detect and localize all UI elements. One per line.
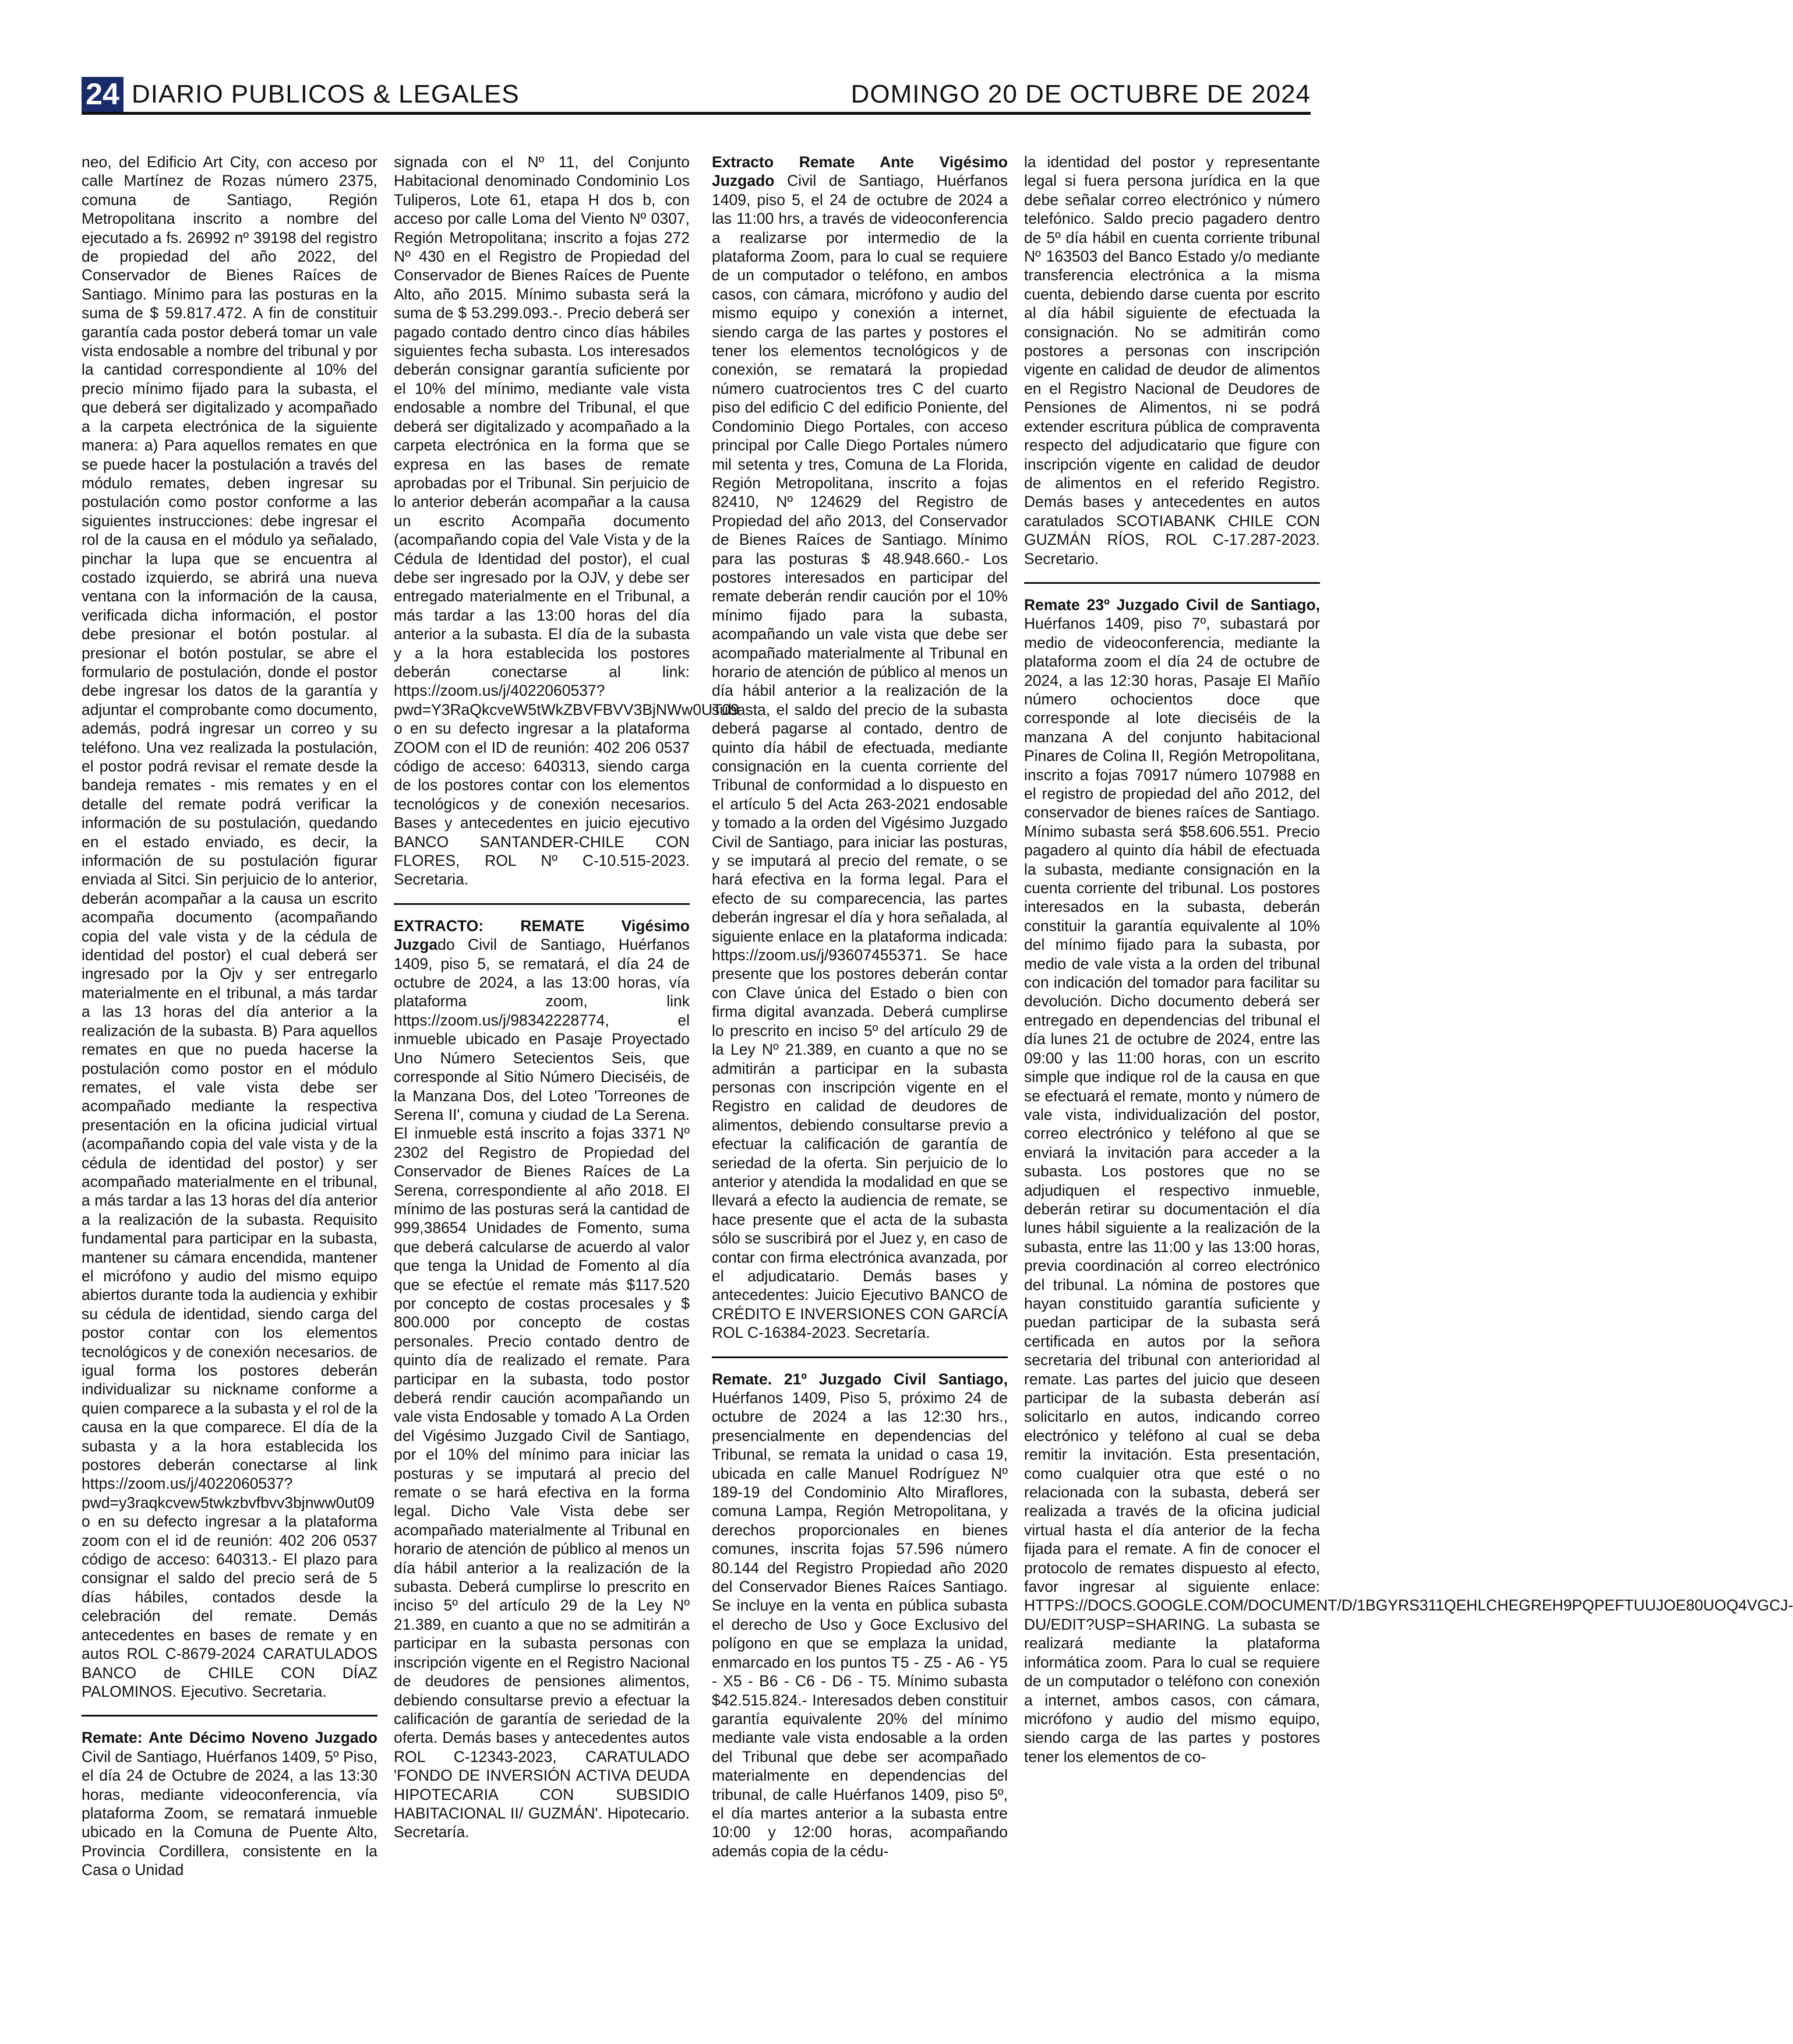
publication-title: DIARIO PUBLICOS & LEGALES [132,80,520,108]
notice-lead: Remate: Ante Décimo Noveno Juzgado [82,1729,377,1747]
notice [1024,153,1320,568]
notice [712,1356,1008,1861]
notice-body: neo, del Edificio Art City, con acceso por calle Martínez de Rozas número 2375, comuna de Santiago, Región Metropolitana inscrito a nombre del ejecutado a fs. 26992 nº 39198 del registro de propiedad del año 2022, del Conservador de Bienes Raíces de Santiago. Mínimo para las posturas en la suma de $ 59.817.472. A fin de constituir garantía cada postor deberá tomar un vale vista endosable a nombre del tribunal y por la cantidad correspondiente al 10% del precio mínimo fijado para la subasta, el que deberá ser digitalizado y acompañado a la carpeta electrónica de la siguiente manera: a) Para aquellos remates en que se puede hacer la postulación a través del módulo remates, deben ingresar su postulación como postor conforme a las siguientes instrucciones: debe ingresar el rol de la causa en el módulo ya señalado, pinchar la lupa que se encuentra al costado izquierdo, se abrirá una nueva ventana con la información de la causa, verificada dicha información, el postor debe presionar el botón postular. al presionar el botón postular, se abre el formulario de postulación, donde el postor debe ingresar los datos de la garantía y adjuntar el comprobante como documento, además, podrá ingresar un correo y su teléfono. Una vez realizada la postulación, el postor podrá revisar el remate desde la bandeja remates - mis remates y en el detalle del remate podrá verificar la información de su postulación, quedando en el estado enviado, es decir, la información de su postulación figurar enviada al Sitci. Sin perjuicio de lo anterior, deberán acompañar a la causa un escrito acompaña documento (acompañando copia del vale vista y de la cédula de identidad del postor) el cual deberá ser ingresado por la Ojv y ser entregarlo materialmente en el tribunal, a más tardar a las 13 horas del día anterior a la realización de la subasta. B) Para aquellos remates en que no pueda hacerse la postulación como postor en el módulo remates, el vale vista debe ser acompañado mediante la respectiva presentación en la oficina judicial virtual (acompañando copia del vale vista y de la cédula de identidad del postor) y ser acompañado materialmente en el tribunal, a más tardar a las 13 horas del día anterior a la realización de la subasta. Requisito fundamental para participar en la subasta, mantener su cámara encendida, mantener el micrófono y audio del mismo equipo abiertos durante toda la audiencia y exhibir su cédula de identidad, siendo carga del postor contar con los elementos tecnológicos y de conexión necesarios. de igual forma los postores deberán individualizar su nickname conforme a quien comparece a la subasta y el rol de la causa en la que comparece. El día de la subasta y a la hora establecida los postores deberán conectarse al link https://zoom.us/j/4022060537?pwd=y3raqkcvew5twkzbvfbvv3bjnww0ut09 o en su defecto ingresar a la plataforma zoom con el id de reunión: 402 206 0537 código de acceso: 640313.- El plazo para consignar el saldo del precio será de 5 días hábiles, contados desde la celebración del remate. Demás antecedentes en bases de remate y en autos ROL C-8679-2024 CARATULADOS BANCO de CHILE CON DÍAZ PALOMINOS. Ejecutivo. Secretaria. [82,153,377,1700]
notice-body: Huérfanos 1409, piso 7º, subastará por medio de videoconferencia, mediante la plataforma zoom el día 24 de octubre de 2024, a las 12:30 horas, Pasaje El Mañío número ochocientos doce que corresponde al lote dieciséis de la manzana A del conjunto habitacional Pinares de Colina II, Región Metropolitana, inscrito a fojas 70917 número 107988 en el registro de propiedad del año 2012, del conservador de bienes raíces de Santiago. Mínimo subasta será $58.606.551. Precio pagadero al quinto día hábil de efectuada la subasta, mediante consignación en la cuenta corriente del tribunal. Los postores interesados en la subasta, deberán constituir la garantía equivalente al 10% del mínimo fijado para la subasta, por medio de vale vista a la orden del tribunal con indicación del tomador para facilitar su devolución. Dicho documento deberá ser entregado en dependencias del tribunal el día lunes 21 de octubre de 2024, entre las 09:00 y las 11:00 horas, con un escrito simple que indique rol de la causa en que se efectuará el remate, monto y número de vale vista, individualización del postor, correo electrónico y teléfono al que se enviará la invitación para acceder a la subasta. Los postores que no se adjudiquen el respectivo inmueble, deberán retirar su documentación el día lunes hábil siguiente a la realización de la subasta, entre las 11:00 y las 13:00 horas, previa coordinación al correo electrónico del tribunal. La nómina de postores que hayan constituido garantía suficiente y puedan participar de la subasta será certificada en autos por la señora secretaria del tribunal con anterioridad al remate. Las partes del juicio que deseen participar de la subasta deberán así solicitarlo en autos, indicando correo electrónico y teléfono al cual se deba remitir la invitación. Esta presentación, como cualquier otra que esté o no relacionada con la subasta, deberá ser realizada a través de la oficina judicial virtual hasta el día anterior de la fecha fijada para el remate. A fin de conocer el protocolo de remates dispuesto al efecto, favor ingresar al siguiente enlace: HTTPS://DOCS.GOOGLE.COM/DOCUMENT/D/1BGYRS311QEHLCHEGREH9PQPEFTUUJOE80UOQ4VGCJ-DU/EDIT?USP=SHARING. La subasta se realizará mediante la plataforma informática zoom. Para lo cual se requiere de un computador o teléfono con conexión a internet, ambos casos, con cámara, micrófono y audio del mismo equipo, siendo carga de las partes y postores tener los elementos de co- [1024,615,1793,1765]
notice-lead: Extracto Remate Ante Vigésimo Juzgado [712,153,1008,190]
column-1 [82,153,377,1880]
issue-date: DOMINGO 20 DE OCTUBRE DE 2024 [850,80,1311,108]
notice-body: Civil de Santiago, Huérfanos 1409, piso 5, el 24 de octubre de 2024 a las 11:00 hrs, a través de videoconferencia a realizarse por intermedio de la plataforma Zoom, para lo cual se requiere de un computador o teléfono, en ambos casos, con cámara, micrófono y audio del mismo equipo y conexión a internet, siendo carga de las partes y postores el tener los elementos tecnológicos y de conexión, se rematará la propiedad número cuatrocientos tres C del cuarto piso del edificio C del edificio Poniente, del Condominio Diego Portales, con acceso principal por Calle Diego Portales número mil setenta y tres, Comuna de La Florida, Región Metropolitana, inscrito a fojas 82410, Nº 124629 del Registro de Propiedad del año 2013, del Conservador de Bienes Raíces de Santiago. Mínimo para las posturas $ 48.948.660.- Los postores interesados en participar del remate deberán rendir caución por el 10% mínimo fijado para la subasta, acompañando un vale vista que debe ser acompañado materialmente al Tribunal en horario de atención de público al menos un día hábil anterior a la realización de la subasta, el saldo del precio de la subasta deberá pagarse al contado, dentro de quinto día hábil de efectuada, mediante consignación en la cuenta corriente del Tribunal de conformidad a lo dispuesto en el artículo 5 del Acta 263-2021 endosable y tomado a la orden del Vigésimo Juzgado Civil de Santiago, para iniciar las posturas, y se imputará al precio del remate, o se hará efectiva en la forma legal. Para el efecto de su comparecencia, las partes deberán ingresar el día y hora señalada, al siguiente enlace en la plataforma indicada: https://zoom.us/j/93607455371. Se hace presente que los postores deberán contar con Clave única del Estado o bien con firma digital avanzada. Deberá cumplirse lo prescrito en inciso 5º del artículo 29 de la Ley Nº 21.389, en cuanto a que no se admitirán a participar en la subasta personas con inscripción vigente en el Registro en calidad de deudores de alimentos, debiendo consultarse previo a efectuar la calificación de garantía de seriedad de la oferta. Sin perjuicio de lo anterior y atendida la modalidad en que se llevará a efecto la audiencia de remate, se hace presente que el acta de la subasta sólo se suscribirá por el Juez y, en caso de contar con firma electrónica avanzada, por el adjudicatario. Demás bases y antecedentes: Juicio Ejecutivo BANCO de CRÉDITO E INVERSIONES CON GARCÍA ROL C-16384-2023. Secretaría. [712,172,1008,1342]
notice [1024,582,1793,1766]
notice [82,153,377,1701]
column-4 [1024,153,1793,1766]
notice [394,903,690,1842]
page-header [82,77,1311,115]
notice-body: la identidad del postor y representante legal si fuera persona jurídica en la que debe señalar correo electrónico y número telefónico. Saldo precio pagadero dentro de 5º día hábil en cuenta corriente tribunal Nº 163503 del Banco Estado y/o mediante transferencia electrónica a la misma cuenta, debiendo darse cuenta por escrito al día hábil siguiente de efectuada la consignación. No se admitirán como postores a personas con inscripción vigente en calidad de deudor de alimentos en el Registro Nacional de Deudores de Pensiones de Alimentos, ni se podrá extender escritura pública de compraventa respecto del adjudicatario que figure con inscripción vigente en calidad de deudor de alimentos en el referido Registro. Demás bases y antecedentes en autos caratulados SCOTIABANK CHILE CON GUZMÁN RÍOS, ROL C-17.287-2023. Secretario. [1024,153,1320,568]
notice-body: signada con el Nº 11, del Conjunto Habitacional denominado Condominio Los Tuliperos, Lote 61, etapa H dos b, con acceso por calle Loma del Viento Nº 0307, Región Metropolitana; inscrito a fojas 272 Nº 430 en el Registro de Propiedad del Conservador de Bienes Raíces de Puente Alto, año 2015. Mínimo subasta será la suma de $ 53.299.093.-. Precio deberá ser pagado contado dentro cinco días hábiles siguientes fecha subasta. Los interesados deberán consignar garantía suficiente por el 10% del mínimo, mediante vale vista endosable a nombre del Tribunal, el que deberá ser digitalizado y acompañado a la carpeta electrónica en la forma que se expresa en las bases de remate aprobadas por el Tribunal. Sin perjuicio de lo anterior deberán acompañar a la causa un escrito Acompaña documento (acompañando copia del Vale Vista y de la Cédula de Identidad del postor), el cual debe ser ingresado por la OJV, y debe ser entregado materialmente en el Tribunal, a más tardar a las 13:00 horas del día anterior a la subasta. El día de la subasta y a la hora establecida los postores deberán conectarse al link: https://zoom.us/j/4022060537?pwd=Y3RaQkcveW5tWkZBVFBVV3BjNWw0UT09 o en su defecto ingresar a la plataforma ZOOM con el ID de reunión: 402 206 0537 código de acceso: 640313, siendo carga de los postores contar con los elementos tecnológicos y de conexión necesarios. Bases y antecedentes en juicio ejecutivo BANCO SANTANDER-CHILE CON FLORES, ROL Nº C-10.515-2023. Secretaria. [394,153,739,889]
column-2 [394,153,739,1842]
notice-lead: EXTRACTO: REMATE Vigésimo Juzga [394,917,690,954]
notice [82,1715,377,1879]
notice-body: Huérfanos 1409, Piso 5, próximo 24 de octubre de 2024 a las 12:30 hrs., presencialmente en dependencias del Tribunal, se remata la unidad o casa 19, ubicada en calle Manuel Rodríguez Nº 189-19 del Condominio Alto Miraflores, comuna Lampa, Región Metropolitana, y derechos proporcionales en bienes comunes, inscrita fojas 57.596 número 80.144 del Registro Propiedad año 2020 del Conservador Bienes Raíces Santiago. Se incluye en la venta en pública subasta el derecho de Uso y Goce Exclusivo del polígono en que se emplaza la unidad, enmarcado en los puntos T5 - Z5 - A6 - Y5 - X5 - B6 - C6 - D6 - T5. Mínimo subasta $42.515.824.- Interesados deben constituir garantía equivalente 20% del mínimo mediante vale vista endosable a la orden del Tribunal que debe ser acompañado materialmente en dependencias del tribunal, de calle Huérfanos 1409, piso 5º, el día martes anterior a la subasta entre 10:00 y 12:00 horas, acompañando además copia de la cédu- [712,1389,1008,1860]
notice [394,153,739,889]
notice-body: Civil de Santiago, Huérfanos 1409, 5º Piso, el día 24 de Octubre de 2024, a las 13:30 horas, mediante videoconferencia, vía plataforma Zoom, se rematará inmueble ubicado en la Comuna de Puente Alto, Provincia Cordillera, consistente en la Casa o Unidad [82,1747,377,1879]
notice-body: do Civil de Santiago, Huérfanos 1409, piso 5, se rematará, el día 24 de octubre de 2024, a las 13:00 horas, vía plataforma zoom, link https://zoom.us/j/98342228774, el inmueble ubicado en Pasaje Proyectado Uno Número Setecientos Seis, que corresponde al Sitio Número Dieciséis, de la Manzana Dos, del Loteo 'Torreones de Serena II', comuna y ciudad de La Serena. El inmueble está inscrito a fojas 3371 Nº 2302 del Registro de Propiedad del Conservador de Bienes Raíces de La Serena, correspondiente al año 2018. El mínimo de las posturas será la cantidad de 999,38654 Unidades de Fomento, suma que deberá calcularse de acuerdo al valor que tenga la Unidad de Fomento al día que se efectúe el remate más $117.520 por concepto de costas procesales y $ 800.000 por concepto de costas personales. Precio contado dentro de quinto día de realizado el remate. Para participar en la subasta, todo postor deberá rendir caución acompañando un vale vista Endosable y tomado A La Orden del Vigésimo Juzgado Civil de Santiago, por el 10% del mínimo para iniciar las posturas y se imputará al precio del remate o se hará efectiva en la forma legal. Dicho Vale Vista debe ser acompañado materialmente al Tribunal en horario de atención de público al menos un día hábil anterior a la realización de la subasta. Deberá cumplirse lo prescrito en inciso 5º del artículo 29 de la Ley Nº 21.389, en cuanto a que no se admitirán a participar en la subasta personas con inscripción vigente en el Registro Nacional de deudores de pensiones alimentos, debiendo consultarse previo a efectuar la calificación de garantía de seriedad de la oferta. Demás bases y antecedentes autos ROL C-12343-2023, CARATULADO 'FONDO DE INVERSIÓN ACTIVA DEUDA HIPOTECARIA CON SUBSIDIO HABITACIONAL II/ GUZMÁN'. Hipotecario. Secretaría. [394,936,690,1841]
column-3 [712,153,1008,1860]
notice [712,153,1008,1342]
notice-lead: Remate 23º Juzgado Civil de Santiago, [1024,595,1320,614]
page-number: 24 [82,77,123,112]
notice-lead: Remate. 21º Juzgado Civil Santiago, [712,1370,1008,1388]
